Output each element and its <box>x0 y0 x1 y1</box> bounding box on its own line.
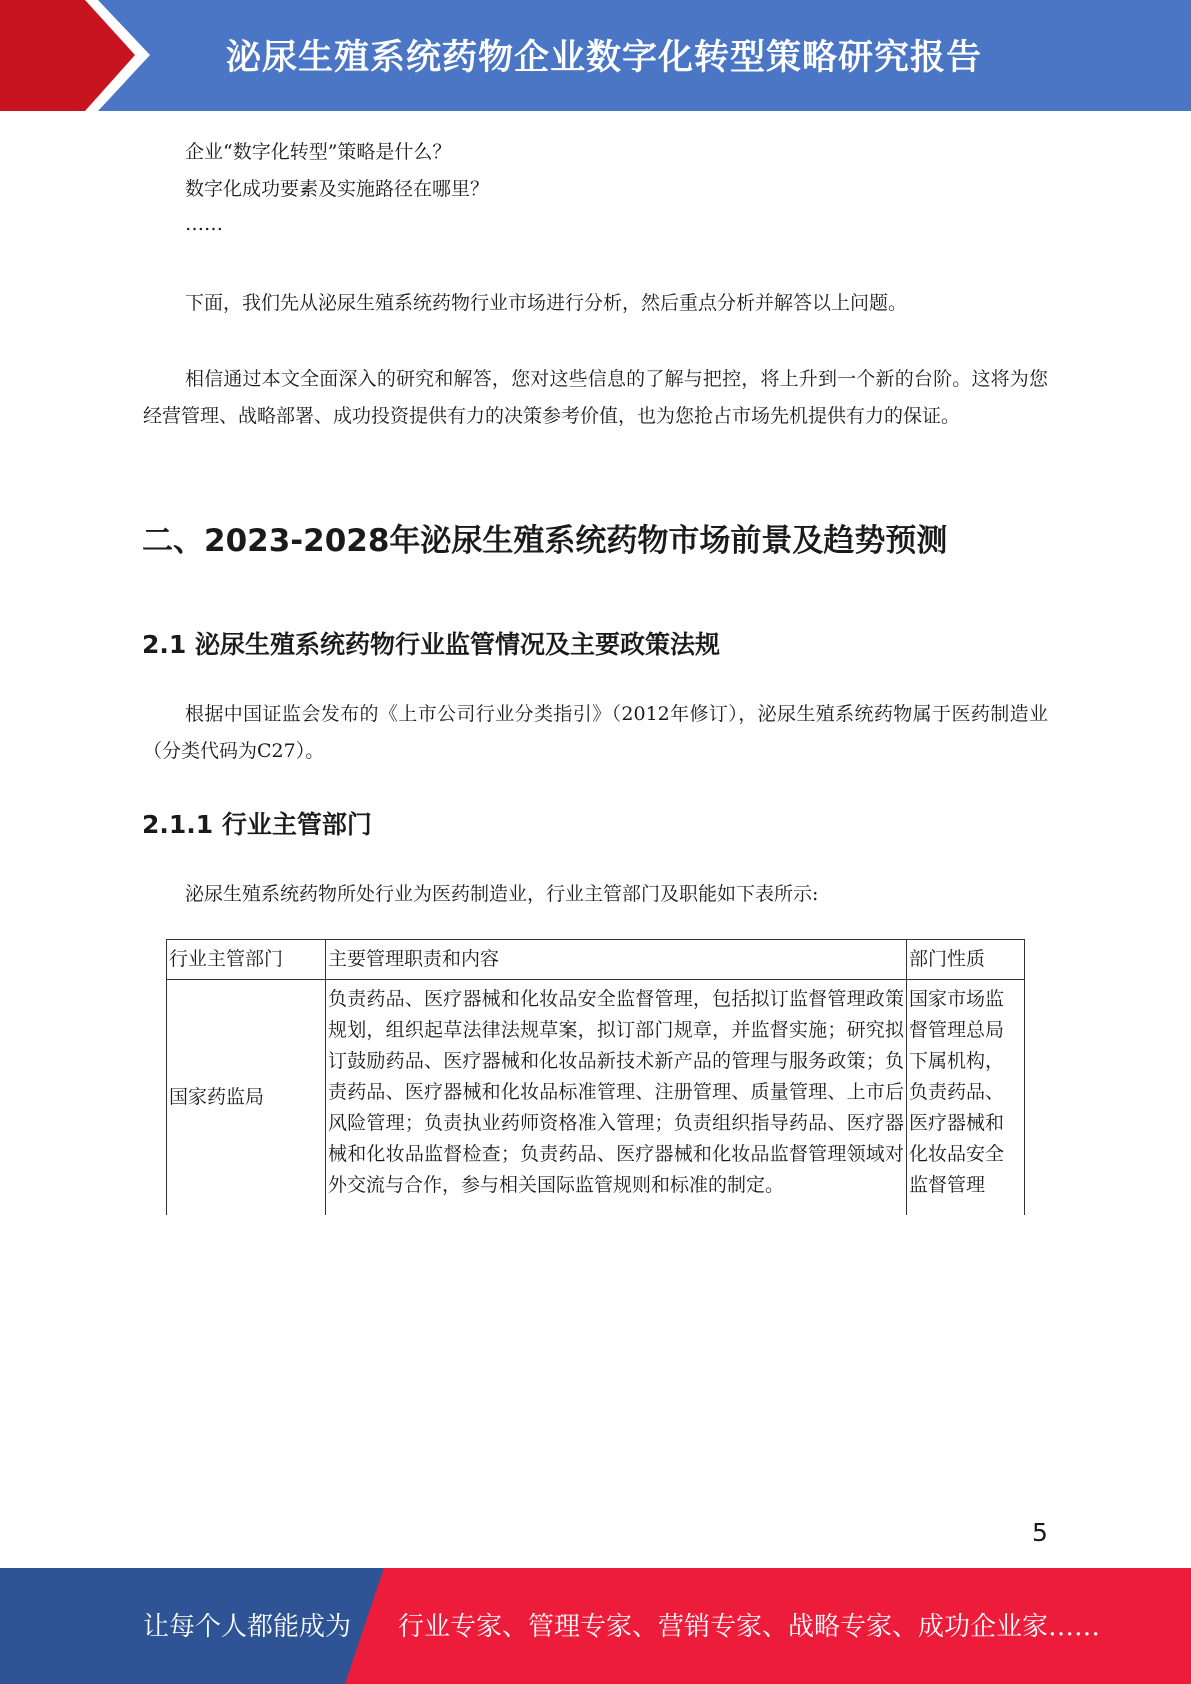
footer-slogan-right: 行业专家、管理专家、营销专家、战略专家、成功企业家…… <box>398 1612 1101 1642</box>
department-intro-paragraph: 泌尿生殖系统药物所处行业为医药制造业，行业主管部门及职能如下表所示: <box>185 883 819 905</box>
table-row <box>167 980 1025 1216</box>
classification-paragraph: 根据中国证监会发布的《上市公司行业分类指引》（2012年修订），泌尿生殖系统药物属于医药制造业（分类代码为C27）。 <box>143 703 1048 762</box>
question-ellipsis: …… <box>185 213 223 235</box>
header-arrow-decoration <box>0 0 150 111</box>
table-header-cell: 部门性质 <box>907 940 1025 980</box>
section-2-heading: 二、2023-2028年泌尿生殖系统药物市场前景及趋势预测 <box>142 523 948 559</box>
table-header-cell: 行业主管部门 <box>167 940 326 980</box>
page-header <box>0 0 1191 111</box>
section-2-1-1-heading: 2.1.1 行业主管部门 <box>142 810 372 839</box>
question-1: 企业“数字化转型”策略是什么？ <box>185 141 452 163</box>
intro-paragraph: 下面，我们先从泌尿生殖系统药物行业市场进行分析，然后重点分析并解答以上问题。 <box>185 292 908 314</box>
page-number: 5 <box>1032 1518 1048 1547</box>
table-cell-department: 国家药监局 <box>167 980 326 1216</box>
section-2-1-heading: 2.1 泌尿生殖系统药物行业监管情况及主要政策法规 <box>142 630 720 659</box>
question-2: 数字化成功要素及实施路径在哪里？ <box>185 178 490 200</box>
belief-paragraph: 相信通过本文全面深入的研究和解答，您对这些信息的了解与把控，将上升到一个新的台阶。这将为您经营管理、战略部署、成功投资提供有力的决策参考价值，也为您抢占市场先机提供有力的保证。 <box>143 368 1048 427</box>
table-header-cell: 主要管理职责和内容 <box>326 940 907 980</box>
department-table <box>166 939 1025 1215</box>
footer-slogan-left: 让每个人都能成为 <box>143 1612 352 1642</box>
table-header-row <box>167 940 1025 980</box>
table-cell-nature: 国家市场监督管理总局下属机构，负责药品、医疗器械和化妆品安全监督管理 <box>907 980 1025 1216</box>
report-title: 泌尿生殖系统药物企业数字化转型策略研究报告 <box>226 38 983 78</box>
page-footer <box>0 1568 1191 1684</box>
table-cell-duties: 负责药品、医疗器械和化妆品安全监督管理，包括拟订监督管理政策规划，组织起草法律法规草案，拟订部门规章，并监督实施；研究拟订鼓励药品、医疗器械和化妆品新技术新产品的管理与服务政策；负责药品、医疗器械和化妆品标准管理、注册管理、质量管理、上市后风险管理；负责执业药师资格准入管理；负责组织指导药品、医疗器械和化妆品监督检查；负责药品、医疗器械和化妆品监督管理领域对外交流与合作，参与相关国际监管规则和标准的制定。 <box>326 980 907 1216</box>
